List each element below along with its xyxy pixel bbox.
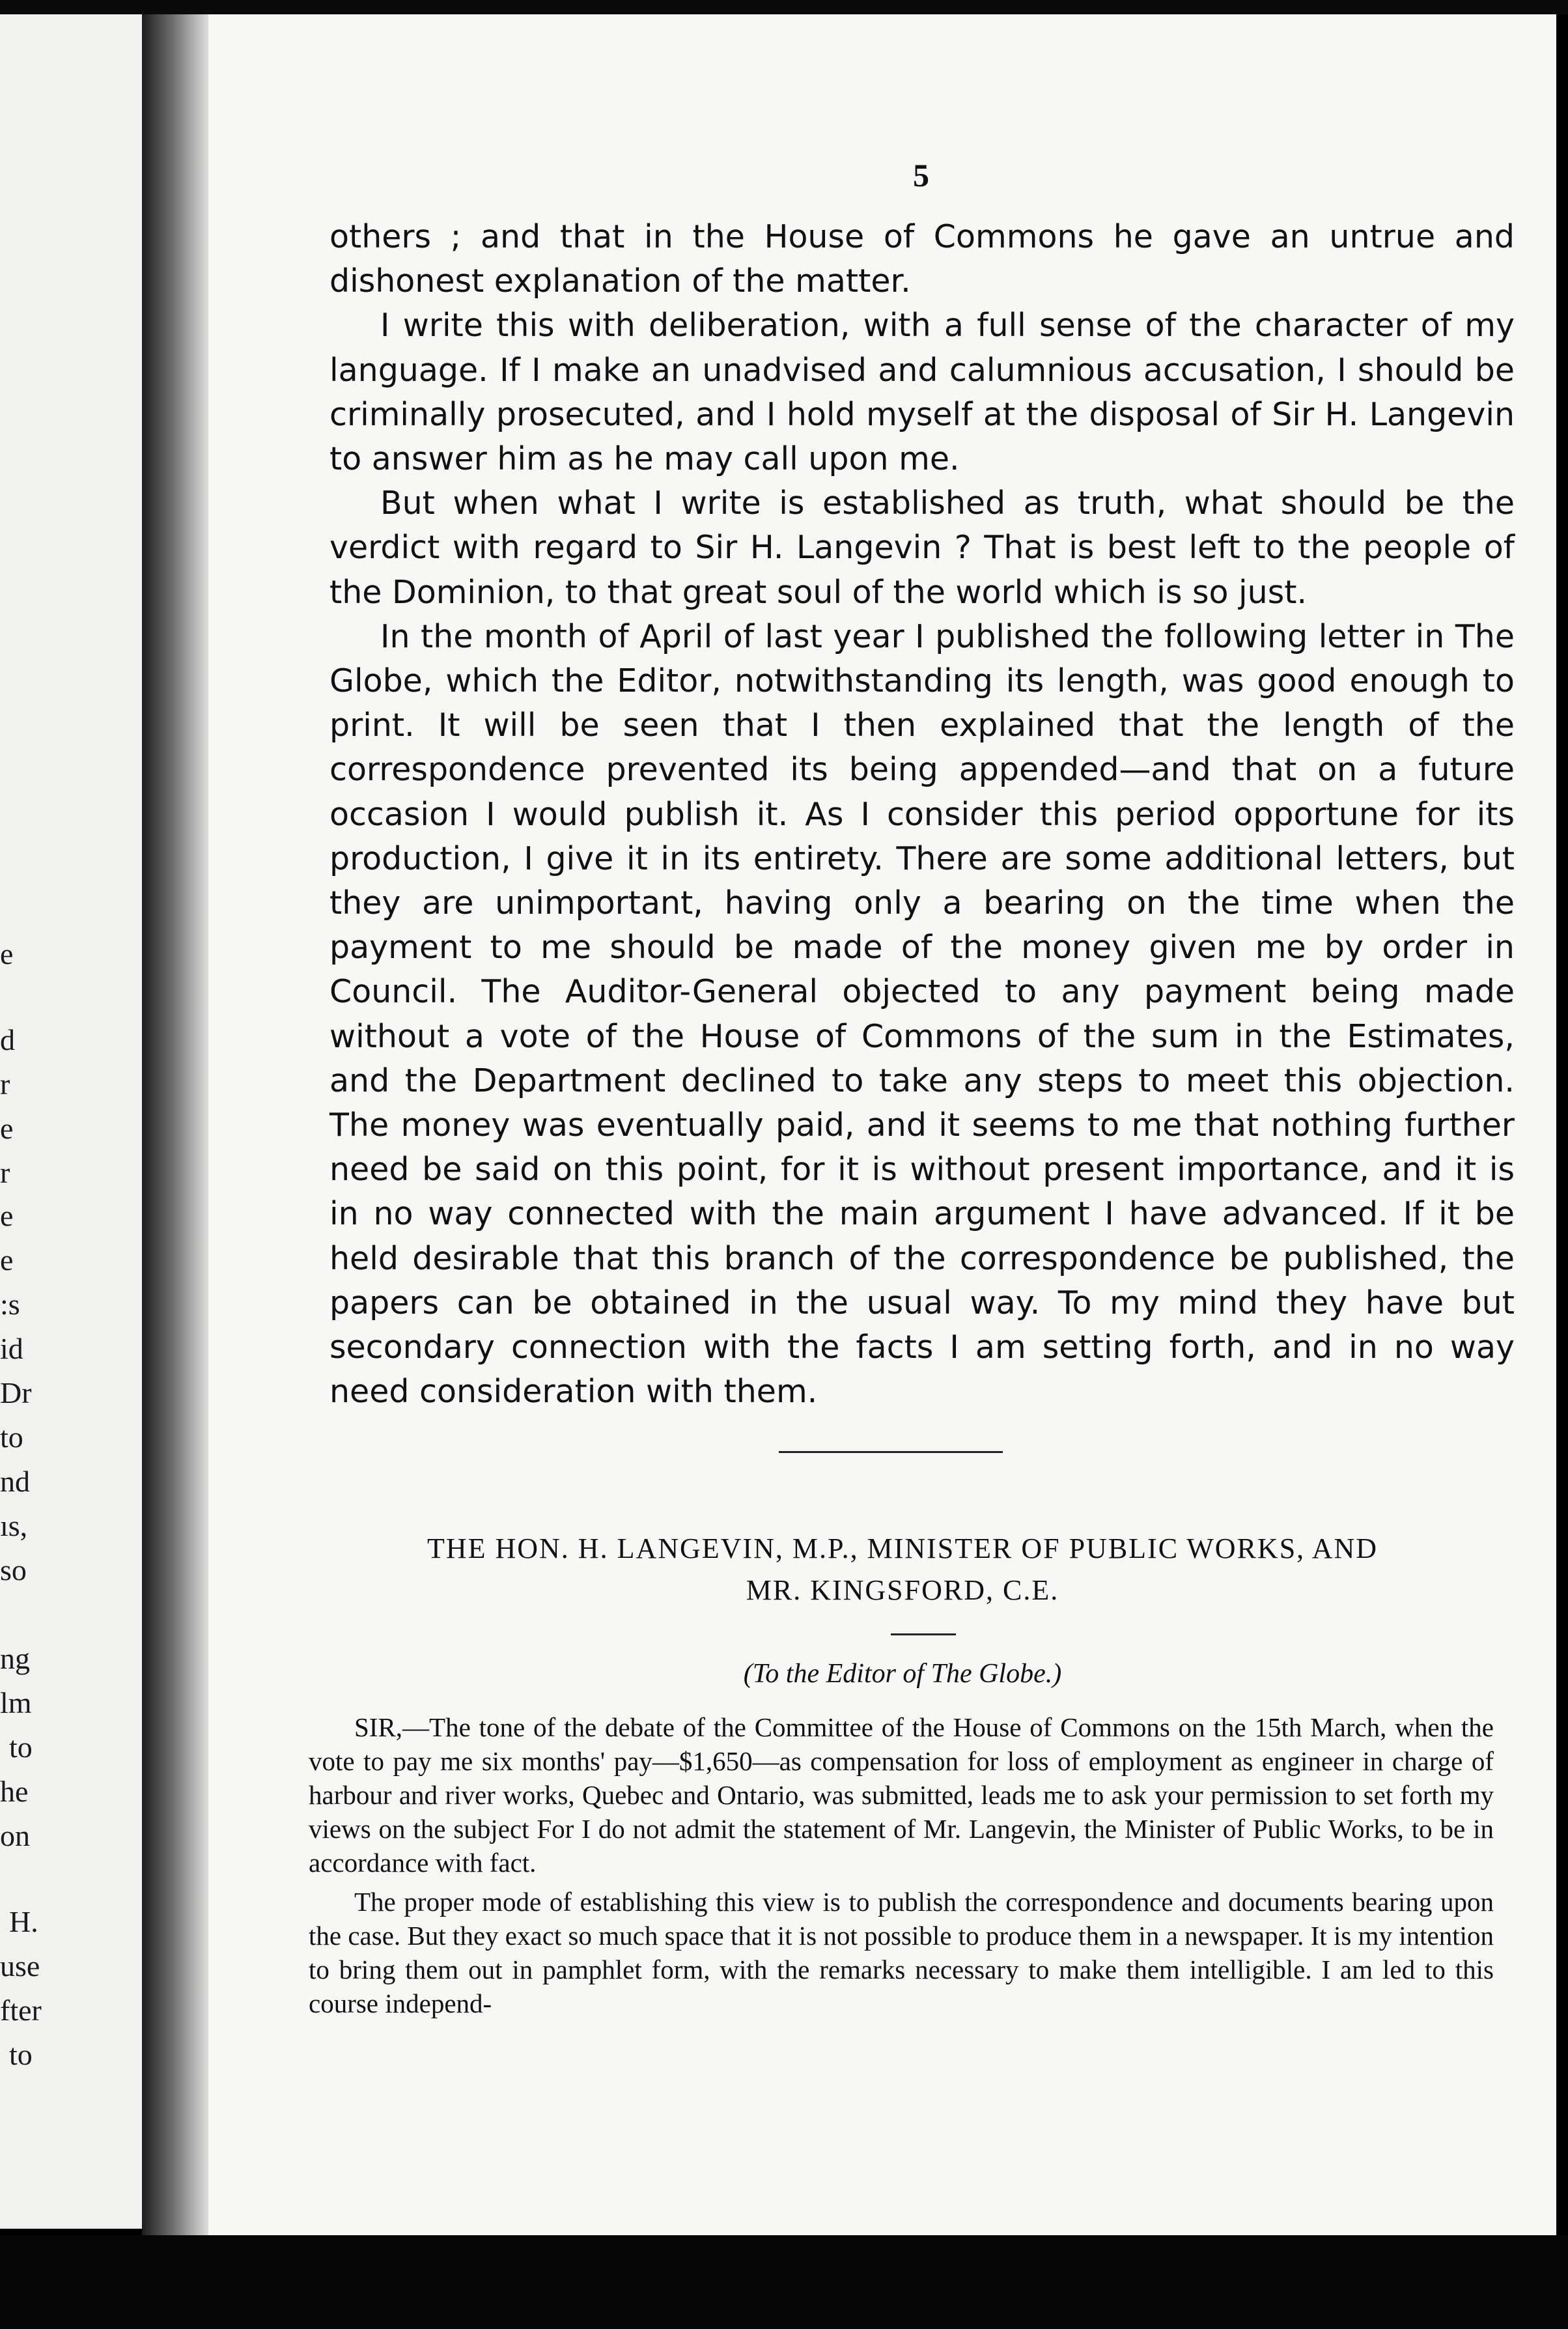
page-number: 5 [913, 157, 929, 193]
letter-paragraph: The proper mode of establishing this view is to publish the correspondence and documents bearing upon the case. But they exact so much space that it is not possible to produce them in a newspaper. It is my intention to bring them out in pamphlet form, with the remarks necessary to make them intelligible. I am led to this course independ- [309, 1887, 1494, 2018]
facing-page-fragment: ıs, [0, 1509, 28, 1542]
letter-heading [310, 1528, 1495, 1611]
facing-page-fragment: he [0, 1775, 29, 1808]
facing-page-fragment: r [0, 1156, 10, 1189]
facing-page-fragment: nd [0, 1465, 30, 1498]
scan-bottom-border [0, 2235, 1568, 2329]
heading-line: MR. KINGSFORD, C.E. [746, 1574, 1059, 1606]
book-gutter-shadow [142, 14, 212, 2248]
facing-page-fragment: H. [9, 1905, 38, 1938]
heading-line: THE HON. H. LANGEVIN, M.P., MINISTER OF PUBLIC WORKS, AND [427, 1532, 1379, 1564]
paragraph: In the month of April of last year I published the following letter in The Globe, which the Editor, notwithstanding its length, was good enough to print. It will be seen that I then explained that the length of the correspondence prevented its being appended—and that on a future occasion I would publish it. As I consider this period opportune for its production, I give it in its entirety. There are some additional letters, but they are unimportant, having only a bearing on the time when the payment to me should be made of the money given me by order in Council. The Auditor-General objected to any payment being made without a vote of the House of Commons of the sum in the Estimates, and the Department declined to take any steps to meet this objection. The money was eventually paid, and it seems to me that nothing further need be said on this point, for it is without present importance, and it is in no way connected with the main argument I have advanced. If it be held desirable that this branch of the correspondence be published, the papers can be obtained in the usual way. To my mind they have but secondary connection with the facts I am setting forth, and in no way need consideration with them. [329, 617, 1515, 1411]
paragraph: But when what I write is established as truth, what should be the verdict with regard to Sir H. Langevin ? That is best left to the people of the Dominion, to that great soul of the world which is so just. [329, 485, 1515, 611]
facing-page-fragment: on [0, 1819, 30, 1852]
facing-page-fragment: ng [0, 1642, 30, 1675]
heading-divider [891, 1633, 956, 1635]
facing-page-fragment: id [0, 1332, 23, 1365]
facing-page-fragment: r [0, 1067, 10, 1101]
facing-page-fragment: to [0, 1420, 23, 1454]
letter-paragraph: SIR,—The tone of the debate of the Committee of the House of Commons on the 15th March, when the vote to pay me six months' pay—$1,650—as compensation for loss of employment as engineer in charge of harbour and river works, Quebec and Ontario, was submitted, leads me to ask your permission to set forth my views on the subject For I do not admit the statement of Mr. Langevin, the Minister of Public Works, to be in accordance with fact. [309, 1712, 1494, 1878]
facing-page-fragment: e [0, 1243, 14, 1277]
facing-page-fragment: Dr [0, 1376, 32, 1409]
facing-page-fragment: d [0, 1023, 15, 1056]
scan-top-border [0, 0, 1568, 14]
facing-page-fragment: e [0, 1199, 14, 1232]
body-text [329, 215, 1515, 1414]
section-divider [779, 1451, 1003, 1453]
facing-page-fragment: :s [0, 1288, 20, 1321]
paragraph: others ; and that in the House of Commons he gave an untrue and dishonest explanation of the matter. [329, 218, 1515, 300]
facing-page-fragment: to [9, 1730, 33, 1764]
facing-page-edge [0, 14, 145, 2229]
paragraph: I write this with deliberation, with a full sense of the character of my language. If I make an unadvised and calumnious accusation, I should be criminally prosecuted, and I hold myself at the disposal of Sir H. Langevin to answer him as he may call upon me. [329, 307, 1515, 478]
editor-address: (To the Editor of The Globe.) [743, 1659, 1062, 1689]
facing-page-fragment: to [9, 2038, 33, 2071]
facing-page-fragment: e [0, 1112, 14, 1145]
facing-page-fragment: so [0, 1553, 27, 1587]
facing-page-fragment: use [0, 1949, 40, 1983]
facing-page-fragment: fter [0, 1994, 42, 2027]
facing-page-fragment: e [0, 937, 14, 970]
facing-page-fragment: lm [0, 1686, 32, 1719]
letter-body [309, 1710, 1494, 2020]
